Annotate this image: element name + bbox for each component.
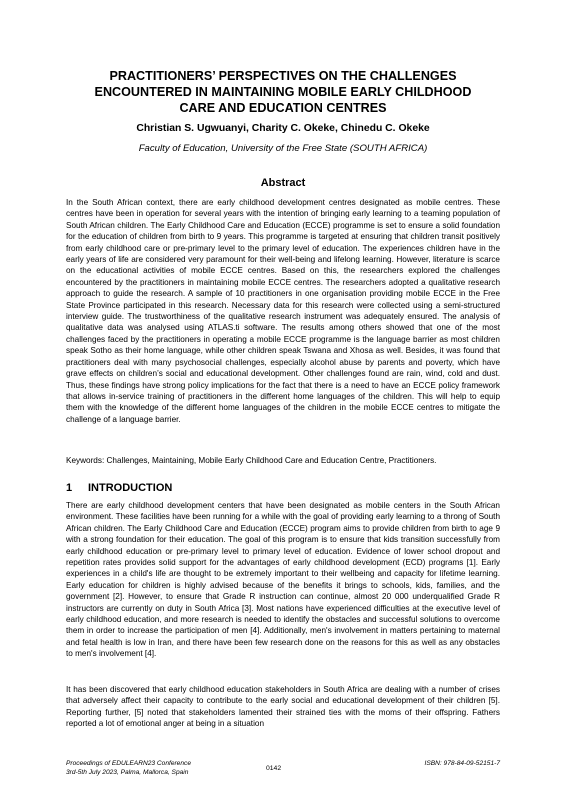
title-line: PRACTITIONERS’ PERSPECTIVES ON THE CHALLENGES <box>109 69 457 83</box>
keywords: Keywords: Challenges, Maintaining, Mobile Early Childhood Care and Education Centre, Practitioners. <box>66 456 437 465</box>
footer-isbn: ISBN: 978-84-09-52151-7 <box>424 760 500 767</box>
page-number: 0142 <box>266 765 282 772</box>
intro-paragraph: There are early childhood development centers that have been designated as mobile centers in the South African environment. These facilities have been running for a while with the goal of providing early learning to a throng of South African children. The Early Childhood Care and Education (ECCE) program aims to provide children from birth to age 9 with a strong foundation for their education. The goal of this program is to ensure that kids transition successfully from early childhood education or pre-primary level to primary level of education. Evidence of lower school dropout and repetition rates provides solid support for the advantages of early childhood development (ECD) programs [1]. Early experiences in a child's life are thought to be extremely important to their wellbeing and capacity for lifetime learning. Early education for children is highly advised because of the benefits it brings to schools, kids, families, and the government [2]. However, to ensure that Grade R instruction can continue, almost 20 000 underqualified Grade R instructors are currently on duty in South Africa [3]. Most nations have experienced difficulties at the executive level of early childhood education, and more research is needed to identify the obstacles and successful solutions to overcome them in order to increase the participation of men [4]. Additionally, men's involvement in matters pertaining to maternal and fetal health is low in Iran, and there have been few research done on the reasons for this as well as any obstacles to men's involvement [4]. <box>66 501 500 659</box>
section-heading-introduction <box>66 482 172 494</box>
footer-dates-place: 3rd-5th July 2023, Palma, Mallorca, Spain <box>66 768 189 776</box>
intro-paragraph: It has been discovered that early childhood education stakeholders in South Africa are dealing with a number of crises that adversely affect their capacity to contribute to the early social and educational development of their children [5]. Reporting further, [5] noted that stakeholders lamented their strained ties with the moms of their offspring. Fathers reported a lot of emotional anger at being in a situation <box>66 685 500 729</box>
footer-conference-name: Proceedings of EDULEARN23 Conference <box>66 760 191 767</box>
authors: Christian S. Ugwuanyi, Charity C. Okeke, Chinedu C. Okeke <box>136 123 430 134</box>
section-number: 1 <box>66 482 73 494</box>
title-line: ENCOUNTERED IN MAINTAINING MOBILE EARLY CHILDHOOD <box>94 85 472 99</box>
title-line: CARE AND EDUCATION CENTRES <box>179 101 387 115</box>
abstract-heading: Abstract <box>260 177 306 189</box>
paper-title <box>70 68 496 116</box>
section-title: INTRODUCTION <box>88 482 173 494</box>
footer-conference <box>66 760 191 777</box>
affiliation: Faculty of Education, University of the Free State (SOUTH AFRICA) <box>138 143 428 154</box>
abstract-text: In the South African context, there are early childhood development centres designated as mobile centres. These centres have been in operation for several years with the intention of bringing early learning to a teaming population of South African children. The Early Childhood Care and Education (ECCE) programme is set to ensure a solid foundation for the education of children from birth to 9 years. This programme is targeted at ensuring that children transit positively from early childhood care or pre-primary level to the primary level of education. The experiences children have in the early years of life are considered very paramount for their well-being and lifelong learning. However, literature is scarce on the educational activities of mobile ECCE centres. Based on this, the researchers explored the challenges encountered by the practitioners in maintaining mobile ECCE centres. The researchers adopted a qualitative research approach to guide the research. A sample of 10 practitioners in one organisation providing mobile ECCE in the Free State Province participated in this research. Necessary data for this research were collected using a semi-structured interview guide. The trustworthiness of the qualitative research instrument was adequately ensured. The analysis of qualitative data was analysed using ATLAS.ti software. The results among others showed that one of the most challenges faced by the practitioners in operating a mobile ECCE programme is the language barrier as most children speak Sotho as their home language, while other children speak Tswana and Xhosa as well. Besides, it was found that practitioners deal with many psychosocial challenges, especially alcohol abuse by parents and poverty, which have grave effects on children’s social and educational development. Other challenges found are rain, wind, cold and dust. Thus, these findings have strong policy implications for the fact that there is a need to have an ECCE policy framework that allows in-service training of practitioners in the different home languages of the children. This will help to equip them with the knowledge of the different home languages of the children in the mobile ECCE centres to mitigate the challenge of a language barrier. <box>66 198 500 424</box>
